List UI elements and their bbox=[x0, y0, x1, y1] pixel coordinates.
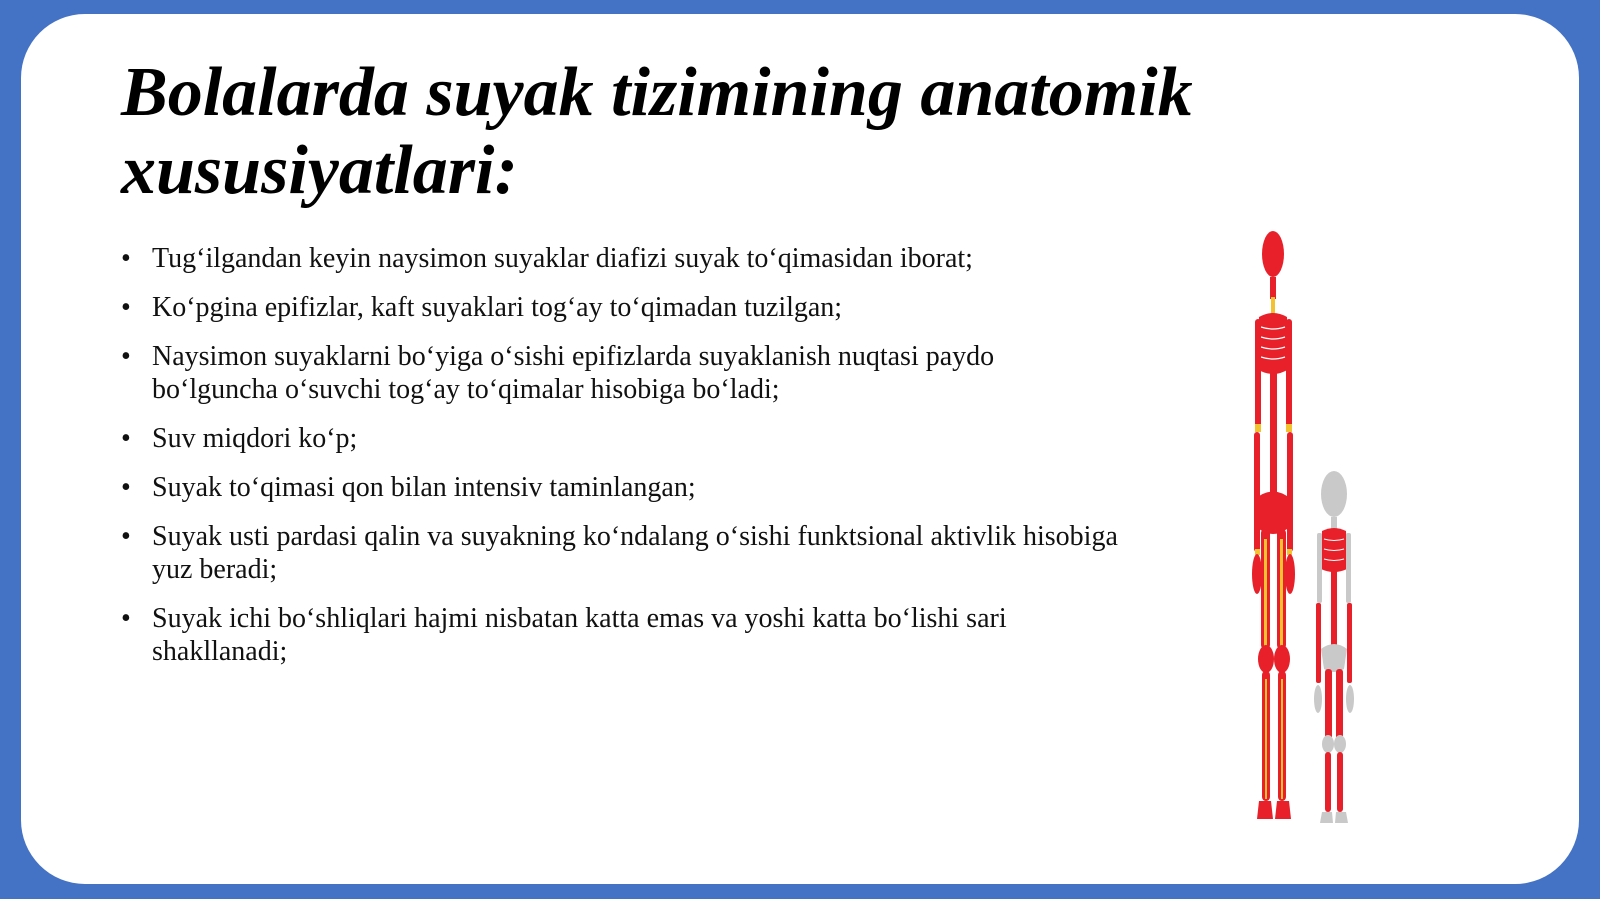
bullet-dot: • bbox=[121, 423, 131, 454]
bullet-text: Tug‘ilgandan keyin naysimon suyaklar diafizi suyak to‘qimasidan iborat; bbox=[152, 243, 973, 274]
bullet-text: Suyak to‘qimasi qon bilan intensiv taminlangan; bbox=[152, 472, 696, 503]
bullet-list bbox=[121, 242, 1121, 684]
list-item bbox=[121, 520, 1121, 586]
bullet-text: Suyak ichi bo‘shliqlari hajmi nisbatan katta emas va yoshi katta bo‘lishi sari shakllanadi; bbox=[152, 603, 1007, 667]
child-skeleton bbox=[1314, 471, 1354, 823]
list-item bbox=[121, 291, 1121, 324]
bullet-text: Naysimon suyaklarni bo‘yiga o‘sishi epifizlarda suyaklanish nuqtasi paydo bo‘lguncha o‘suvchi tog‘ay to‘qimalar hisobiga bo‘ladi; bbox=[152, 341, 995, 405]
bullet-text: Suv miqdori ko‘p; bbox=[152, 423, 358, 454]
bullet-dot: • bbox=[121, 521, 131, 552]
list-item bbox=[121, 422, 1121, 455]
bullet-text: Ko‘pgina epifizlar, kaft suyaklari tog‘ay to‘qimadan tuzilgan; bbox=[152, 292, 843, 323]
bullet-dot: • bbox=[121, 292, 131, 323]
bullet-text: Suyak usti pardasi qalin va suyakning ko‘ndalang o‘sishi funktsional aktivlik hisobiga yuz beradi; bbox=[152, 521, 1118, 585]
adult-and-child-skeleton-icon bbox=[1221, 219, 1371, 839]
bullet-dot: • bbox=[121, 243, 131, 274]
bullet-dot: • bbox=[121, 341, 131, 372]
list-item bbox=[121, 340, 1121, 406]
slide-title: Bolalarda suyak tizimining anatomik xususiyatlari: bbox=[121, 54, 1193, 209]
slide bbox=[21, 14, 1579, 884]
list-item bbox=[121, 242, 1121, 275]
bullet-dot: • bbox=[121, 472, 131, 503]
list-item bbox=[121, 602, 1121, 668]
list-item bbox=[121, 471, 1121, 504]
adult-skeleton bbox=[1252, 231, 1295, 819]
bullet-dot: • bbox=[121, 603, 131, 634]
